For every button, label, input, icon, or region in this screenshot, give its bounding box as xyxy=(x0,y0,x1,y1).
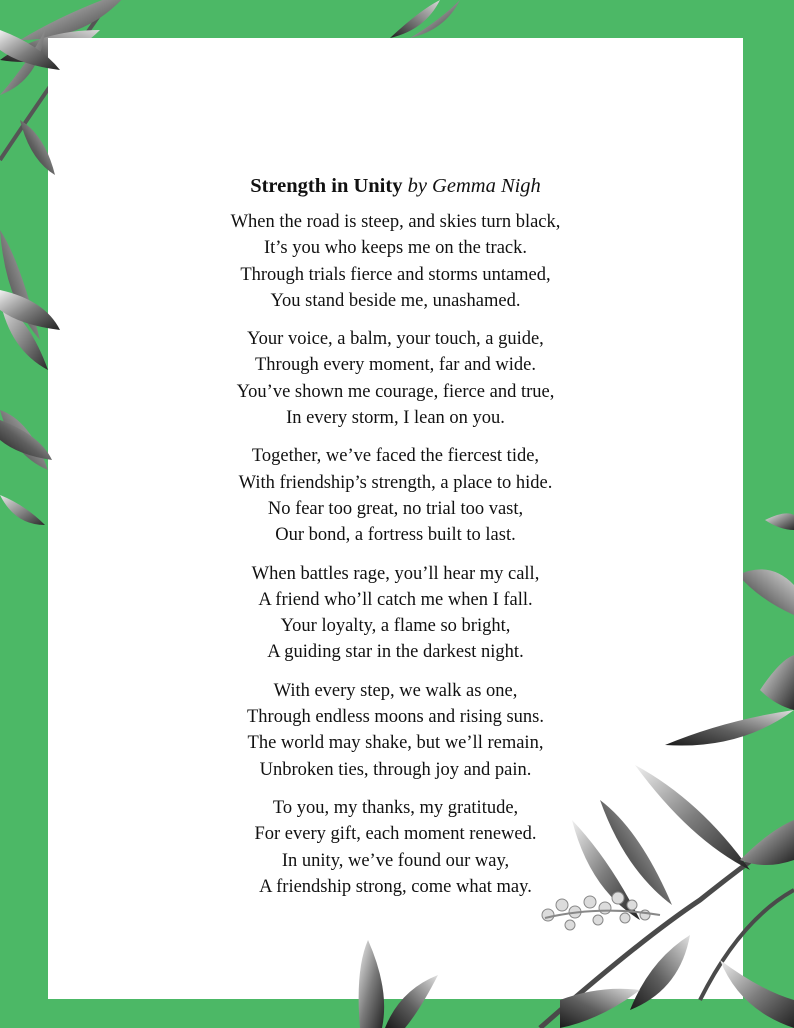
poem-line: A guiding star in the darkest night. xyxy=(267,642,524,663)
poem-line: Your loyalty, a flame so bright, xyxy=(280,616,511,637)
poem-line: With every step, we walk as one, xyxy=(273,680,518,701)
poem-line: Through trials fierce and storms untamed, xyxy=(240,264,551,285)
stanza xyxy=(48,326,743,431)
olive-leaf-icon xyxy=(0,410,48,470)
poem-line: The world may shake, but we’ll remain, xyxy=(247,733,544,754)
stanza xyxy=(48,678,743,783)
top-right-branch xyxy=(390,0,460,38)
poem-line: In unity, we’ve found our way, xyxy=(281,850,510,871)
olive-leaf-icon xyxy=(760,655,794,710)
right-branch xyxy=(738,513,794,710)
poem-line: When battles rage, you’ll hear my call, xyxy=(251,563,540,584)
olive-leaf-icon xyxy=(0,495,45,525)
poem-line: A friendship strong, come what may. xyxy=(259,876,532,897)
poem-line: A friend who’ll catch me when I fall. xyxy=(258,589,533,610)
stanza xyxy=(48,561,743,666)
poem-line: Through endless moons and rising suns. xyxy=(246,707,544,728)
poem-line: Our bond, a fortress built to last. xyxy=(275,525,516,546)
poem-line: It’s you who keeps me on the track. xyxy=(263,238,528,259)
poem-author: by Gemma Nigh xyxy=(407,175,541,197)
olive-leaf-icon xyxy=(738,569,794,615)
poem-title: Strength in Unity xyxy=(250,175,403,197)
poem xyxy=(48,173,743,912)
poem-line: With friendship’s strength, a place to hide. xyxy=(238,472,553,493)
poem-line: For every gift, each moment renewed. xyxy=(254,824,537,845)
olive-leaf-icon xyxy=(390,0,440,38)
poem-line: When the road is steep, and skies turn black, xyxy=(230,212,561,232)
poem-line: Through every moment, far and wide. xyxy=(254,355,536,376)
olive-leaf-icon xyxy=(765,513,794,530)
poem-page xyxy=(48,38,743,999)
poem-line: You stand beside me, unashamed. xyxy=(270,290,521,311)
poem-line: You’ve shown me courage, fierce and true, xyxy=(236,381,555,402)
poem-line: In every storm, I lean on you. xyxy=(286,408,505,429)
stanza xyxy=(48,443,743,548)
poem-heading xyxy=(48,173,743,199)
poem-line: Together, we’ve faced the fiercest tide, xyxy=(251,446,540,467)
poem-line: Unbroken ties, through joy and pain. xyxy=(259,759,532,780)
stanza xyxy=(48,795,743,900)
poem-line: Your voice, a balm, your touch, a guide, xyxy=(247,329,544,350)
stanza xyxy=(48,209,743,314)
poem-line: To you, my thanks, my gratitude, xyxy=(272,797,519,818)
poem-line: No fear too great, no trial too vast, xyxy=(267,498,524,519)
